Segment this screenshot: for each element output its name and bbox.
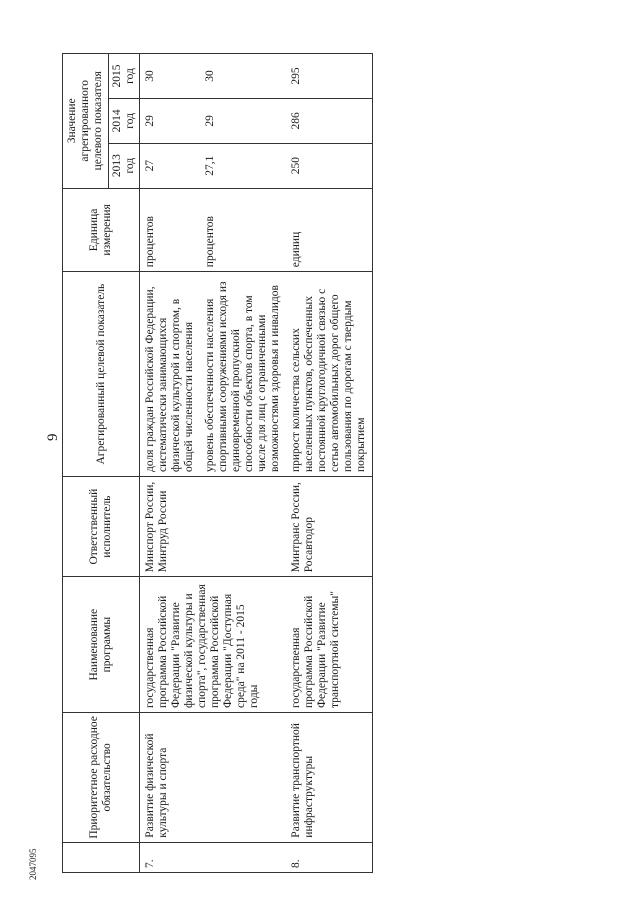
header-indicator: Агрегированный целевой показатель: [63, 272, 140, 477]
header-value-group: Значение агрегированного целевого показателя: [63, 54, 109, 189]
header-year-2013: 2013 год: [109, 143, 140, 188]
table-row: [286, 54, 373, 873]
header-year-2015: 2015 год: [109, 54, 140, 99]
row-unit: единиц: [286, 188, 373, 272]
row-obligation: Развитие транспортной инфраструктуры: [286, 713, 373, 843]
header-executor: Ответственный исполнитель: [63, 477, 140, 577]
row-indicator: прирост количества сельских населенных пунктов, обеспеченных постоянной круглогодичной связью с сетью автомобильных дорог общего пользования по дорогам с твердым покрытием: [286, 272, 373, 477]
table-row: [140, 54, 201, 873]
value-2013: 250: [286, 143, 373, 188]
row-indicator: уровень обеспеченности населения спортивными сооружениями исходя из единовременной пропускной способности объектов спорта, в том числе для лиц с ограниченными возможностями здоровья и инвалидов: [200, 272, 286, 477]
value-2013: 27,1: [200, 143, 286, 188]
row-program: государственная программа Российской Федерации "Развитие транспортной системы": [286, 577, 373, 713]
row-executor: Минспорт России, Минтруд России: [140, 477, 287, 577]
row-number: 8.: [286, 842, 373, 872]
header-year-2014: 2014 год: [109, 98, 140, 143]
value-2015: 30: [200, 54, 286, 99]
value-2014: 29: [200, 98, 286, 143]
value-2015: 30: [140, 54, 201, 99]
document-code: 2047095: [28, 848, 38, 880]
header-unit: Единица измерения: [63, 188, 140, 272]
row-program: государственная программа Российской Федерации "Развитие физической культуры и спорта", государственная программа Российской Федерации "Доступная среда" на 2011 - 2015 годы: [140, 577, 287, 713]
header-program: Наименование программы: [63, 577, 140, 713]
rotated-page-content: [62, 53, 582, 873]
row-unit: процентов: [200, 188, 286, 272]
row-indicator: доля граждан Российской Федерации, систематически занимающихся физической культурой и спортом, в общей численности населения: [140, 272, 201, 477]
value-2014: 29: [140, 98, 201, 143]
header-number: [63, 842, 140, 872]
program-table: [62, 53, 373, 873]
row-number: 7.: [140, 842, 287, 872]
page-number: 9: [45, 433, 61, 441]
value-2014: 286: [286, 98, 373, 143]
header-obligation: Приоритетное расходное обязательство: [63, 713, 140, 843]
value-2015: 295: [286, 54, 373, 99]
row-unit: процентов: [140, 188, 201, 272]
row-executor: Минтранс России, Росавтодор: [286, 477, 373, 577]
row-obligation: Развитие физической культуры и спорта: [140, 713, 287, 843]
value-2013: 27: [140, 143, 201, 188]
